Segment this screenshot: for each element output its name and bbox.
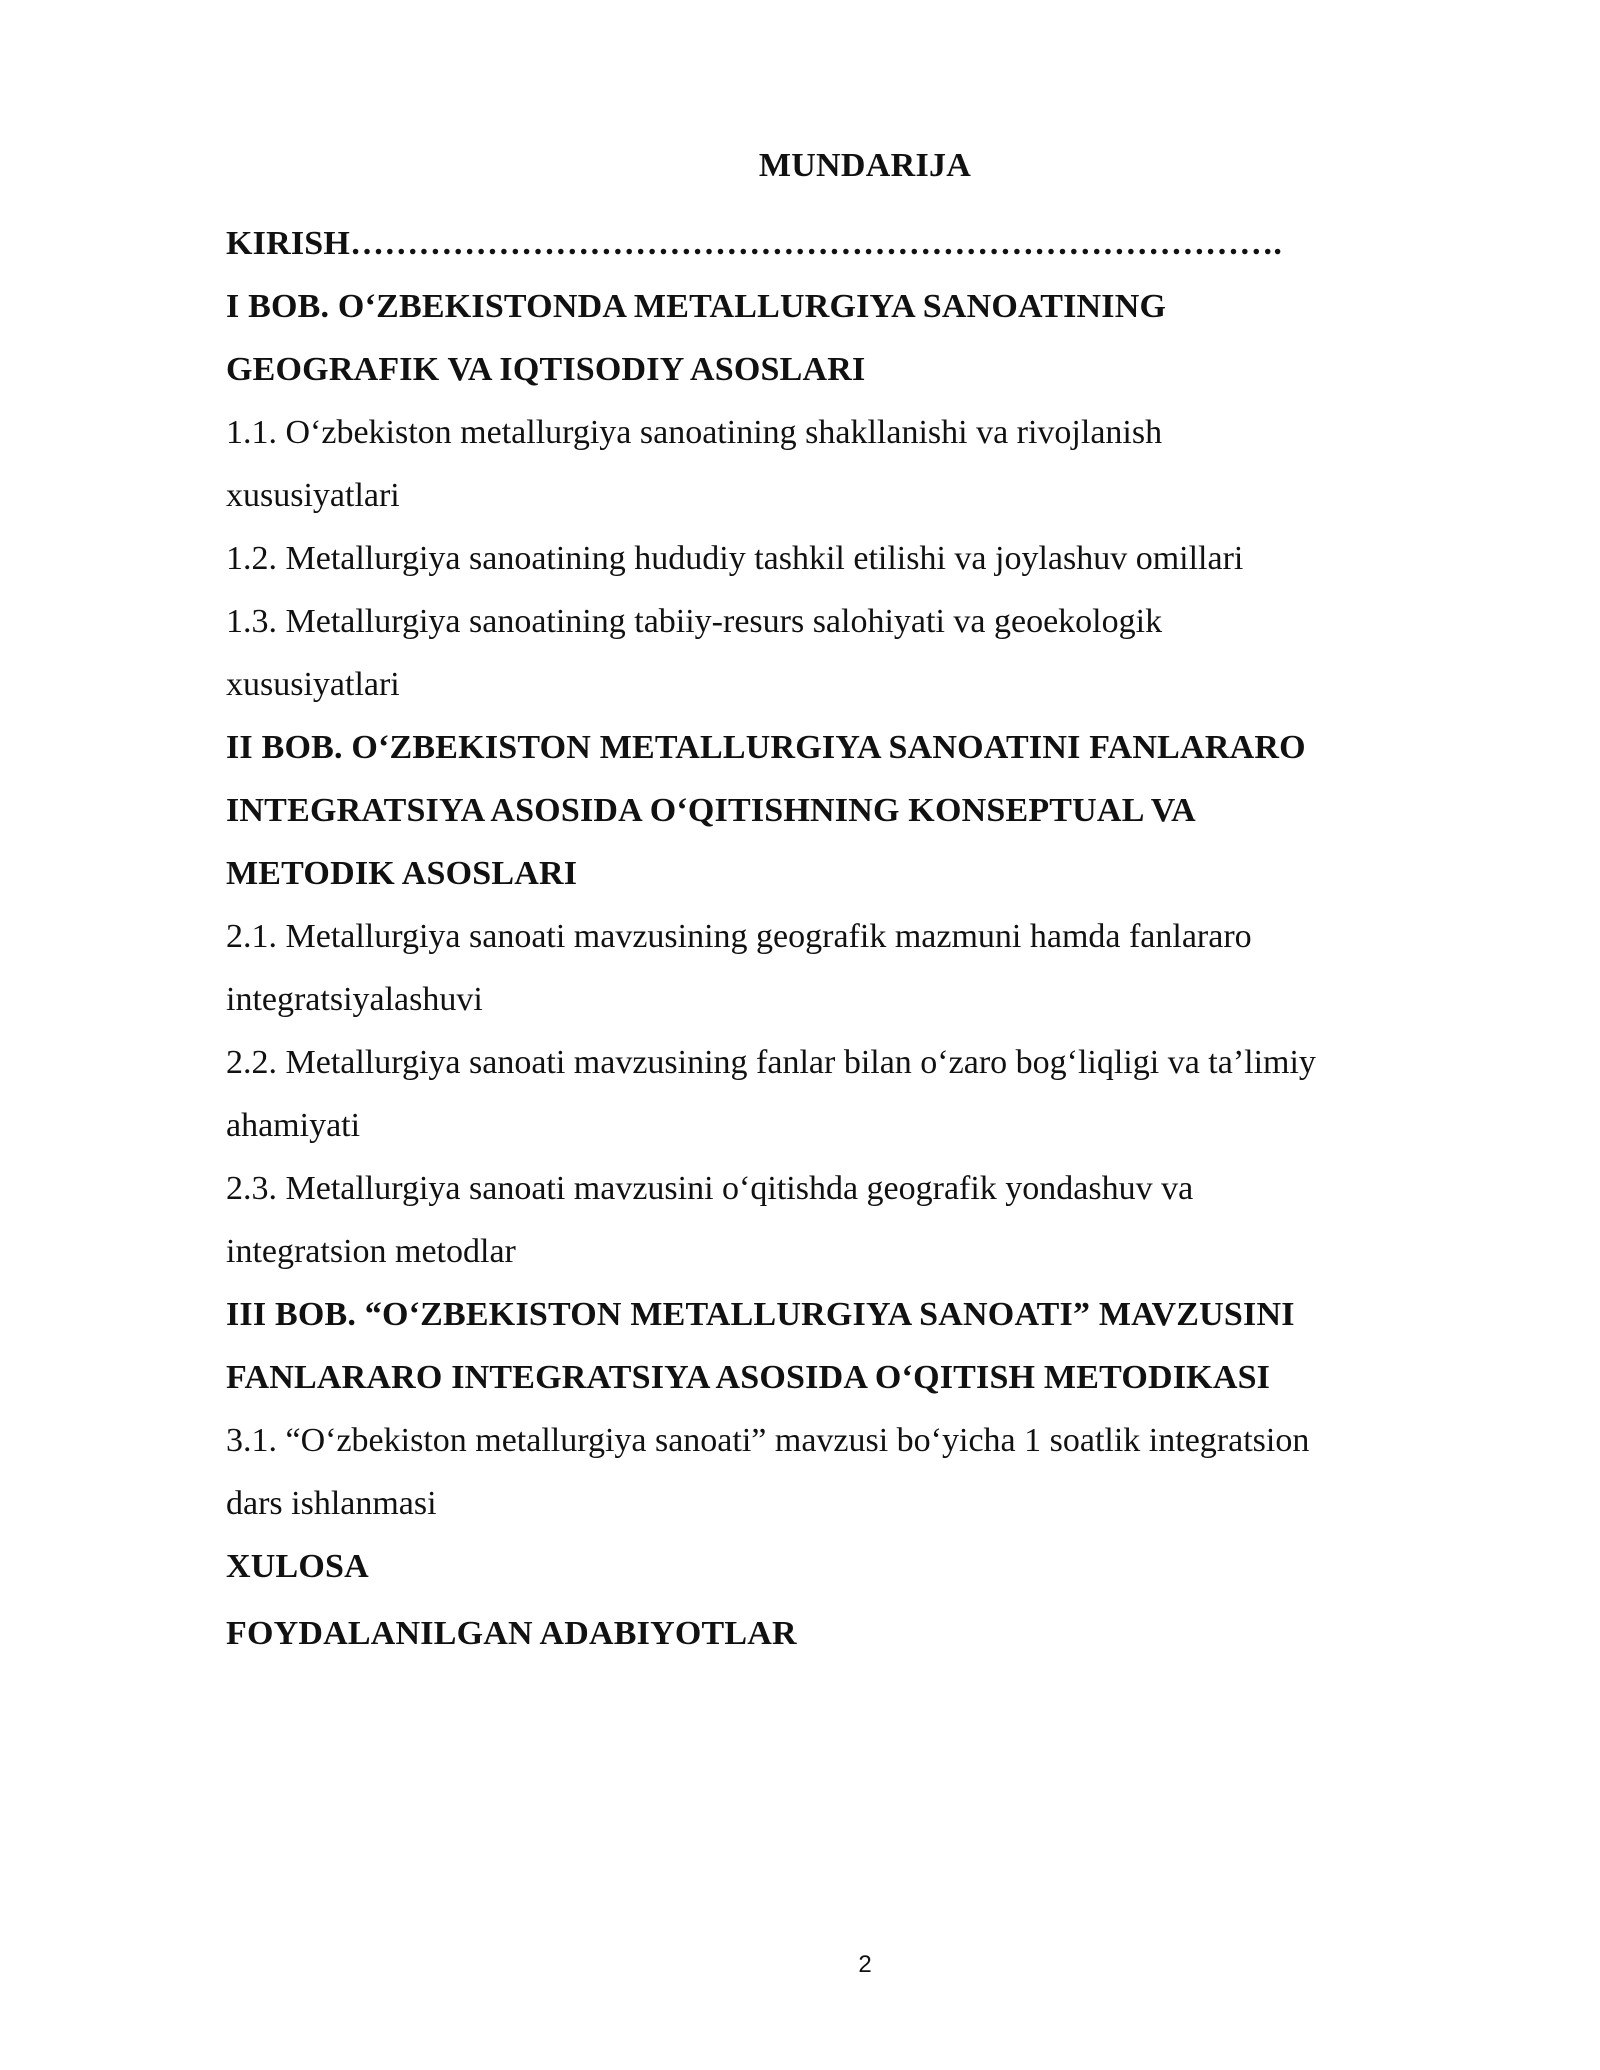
toc-section-2-2-line-2: ahamiyati: [226, 1107, 361, 1144]
toc-section-3-1-line-2: dars ishlanmasi: [226, 1485, 437, 1522]
page-title: MUNDARIJA: [758, 147, 972, 184]
toc-chapter-1-line-1: I BOB. O‘ZBEKISTONDA METALLURGIYA SANOATINING: [226, 288, 1167, 325]
toc-chapter-3-line-1: III BOB. “O‘ZBEKISTON METALLURGIYA SANOATI” MAVZUSINI: [226, 1296, 1295, 1333]
page-number: 2: [858, 1951, 872, 1978]
toc-introduction: KIRISH……………………………………………………………………….: [226, 225, 1283, 262]
toc-section-1-3-line-1: 1.3. Metallurgiya sanoatining tabiiy-resurs salohiyati va geoekologik: [226, 603, 1163, 640]
toc-section-2-1-line-1: 2.1. Metallurgiya sanoati mavzusining geografik mazmuni hamda fanlararo: [226, 918, 1252, 955]
table-of-contents: [226, 212, 1426, 1665]
toc-chapter-2-line-3: METODIK ASOSLARI: [226, 855, 578, 892]
toc-chapter-2-line-1: II BOB. O‘ZBEKISTON METALLURGIYA SANOATINI FANLARARO: [226, 729, 1306, 766]
toc-section-2-3-line-2: integratsion metodlar: [226, 1233, 516, 1270]
toc-section-2-3-line-1: 2.3. Metallurgiya sanoati mavzusini o‘qitishda geografik yondashuv va: [226, 1170, 1194, 1207]
toc-section-1-3-line-2: xususiyatlari: [226, 666, 400, 703]
toc-chapter-3-line-2: FANLARARO INTEGRATSIYA ASOSIDA O‘QITISH METODIKASI: [226, 1359, 1271, 1396]
toc-section-2-1-line-2: integratsiyalashuvi: [226, 981, 483, 1018]
toc-section-1-1-line-2: xususiyatlari: [226, 477, 400, 514]
toc-section-1-1-line-1: 1.1. O‘zbekiston metallurgiya sanoatining shakllanishi va rivojlanish: [226, 414, 1163, 451]
toc-references: FOYDALANILGAN ADABIYOTLAR: [226, 1615, 797, 1652]
toc-section-2-2-line-1: 2.2. Metallurgiya sanoati mavzusining fanlar bilan o‘zaro bog‘liqligi va ta’limiy: [226, 1044, 1316, 1081]
toc-chapter-2-line-2: INTEGRATSIYA ASOSIDA O‘QITISHNING KONSEPTUAL VA: [226, 792, 1196, 829]
toc-conclusion: XULOSA: [226, 1548, 369, 1585]
toc-chapter-1-line-2: GEOGRAFIK VA IQTISODIY ASOSLARI: [226, 351, 866, 388]
toc-section-1-2: 1.2. Metallurgiya sanoatining hududiy tashkil etilishi va joylashuv omillari: [226, 540, 1244, 577]
toc-section-3-1-line-1: 3.1. “O‘zbekiston metallurgiya sanoati” mavzusi bo‘yicha 1 soatlik integratsion: [226, 1422, 1310, 1459]
